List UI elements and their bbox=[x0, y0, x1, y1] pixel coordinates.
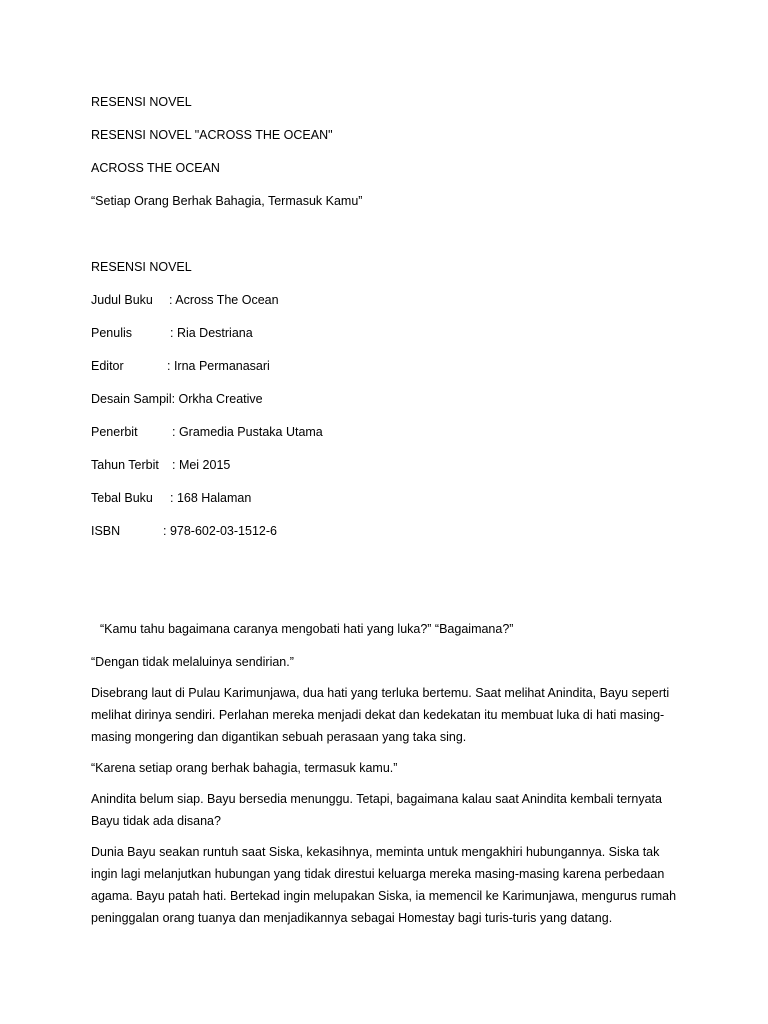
info-value: : Ria Destriana bbox=[170, 326, 253, 340]
quote-not-alone: “Dengan tidak melaluinya sendirian.” bbox=[91, 655, 294, 669]
info-label: Tahun Terbit bbox=[91, 458, 159, 472]
info-label: ISBN bbox=[91, 524, 121, 538]
info-value: : Gramedia Pustaka Utama bbox=[172, 425, 323, 439]
quote-everyone-happy: “Karena setiap orang berhak bahagia, termasuk kamu.” bbox=[91, 761, 398, 775]
info-label: Editor bbox=[91, 359, 124, 373]
quote-heal: “Kamu tahu bagaimana caranya mengobati hati yang luka?” “Bagaimana?” bbox=[100, 622, 514, 636]
info-label: Penerbit bbox=[91, 425, 138, 439]
info-value: : Orkha Creative bbox=[171, 392, 263, 406]
info-row-year bbox=[91, 457, 230, 473]
paragraph-karimunjawa: Disebrang laut di Pulau Karimunjawa, dua hati yang terluka bertemu. Saat melihat Anindita, Bayu seperti melihat dirinya sendiri. Perlahan mereka menjadi dekat dan kedekatan itu membuat luka di hati masing-masing mongering dan digantikan sebuah perasaan yang taka sing. bbox=[91, 686, 670, 744]
section-title: RESENSI NOVEL bbox=[91, 260, 192, 274]
info-row-pages bbox=[91, 490, 251, 506]
info-label: Tebal Buku bbox=[91, 491, 153, 505]
info-row-isbn bbox=[91, 523, 277, 539]
paragraph-bayu: Dunia Bayu seakan runtuh saat Siska, kekasihnya, meminta untuk mengakhiri hubungannya. Siska tak ingin lagi melanjutkan hubungan yang tidak direstui keluarga mereka masing-masing karena perbedaan agama. Bayu patah hati. Bertekad ingin melupakan Siska, ia memencil ke Karimunjawa, mengurus rumah peninggalan orang tuanya dan menjadikannya sebagai Homestay bagi turis-turis yang datang. bbox=[91, 845, 677, 925]
info-row-editor bbox=[91, 358, 270, 374]
info-row-cover-design bbox=[91, 391, 263, 407]
info-row-publisher bbox=[91, 424, 323, 440]
info-label: Penulis bbox=[91, 326, 132, 340]
info-value: : Across The Ocean bbox=[169, 293, 279, 307]
info-value: : Irna Permanasari bbox=[167, 359, 270, 373]
info-label: Judul Buku bbox=[91, 293, 153, 307]
info-row-author bbox=[91, 325, 253, 341]
paragraph-anindita: Anindita belum siap. Bayu bersedia menunggu. Tetapi, bagaimana kalau saat Anindita kembali ternyata Bayu tidak ada disana? bbox=[91, 792, 662, 828]
header-title: RESENSI NOVEL bbox=[91, 95, 192, 109]
header-subtitle: RESENSI NOVEL "ACROSS THE OCEAN" bbox=[91, 128, 333, 142]
info-value: : Mei 2015 bbox=[172, 458, 231, 472]
info-value: : 978-602-03-1512-6 bbox=[163, 524, 277, 538]
info-value: : 168 Halaman bbox=[170, 491, 252, 505]
tagline: “Setiap Orang Berhak Bahagia, Termasuk Kamu” bbox=[91, 194, 363, 208]
info-row-title bbox=[91, 292, 279, 308]
novel-title: ACROSS THE OCEAN bbox=[91, 161, 220, 175]
info-label: Desain Sampil bbox=[91, 392, 172, 406]
